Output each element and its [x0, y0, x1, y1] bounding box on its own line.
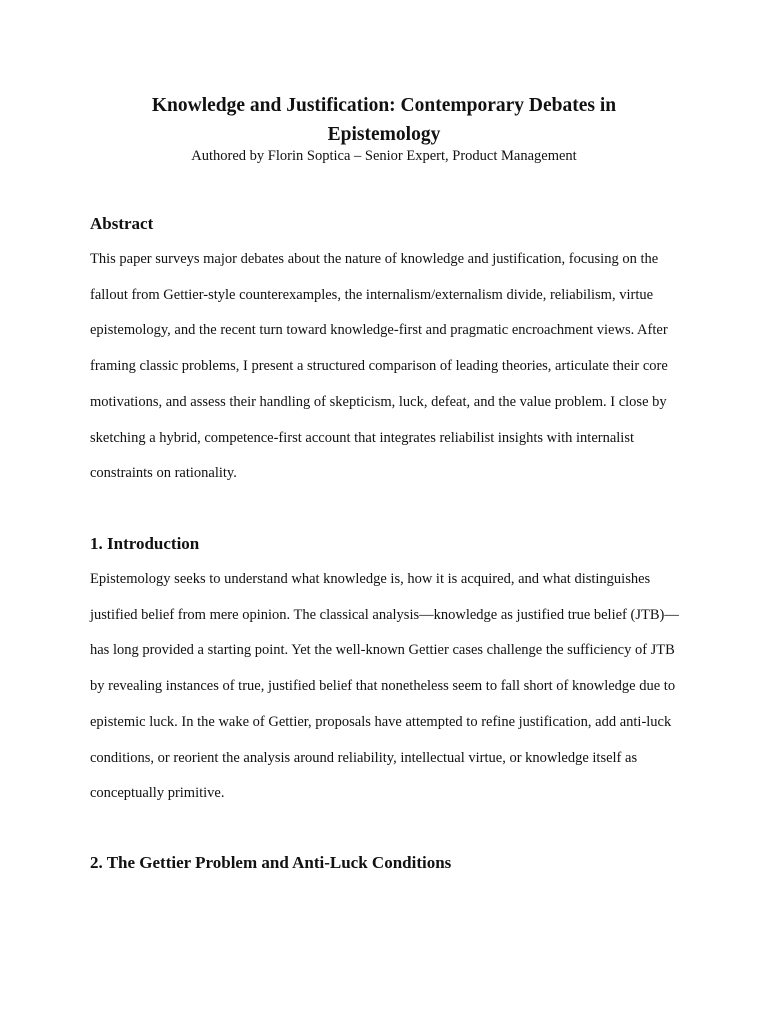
abstract-body: This paper surveys major debates about the nature of knowledge and justification, focusing on the fallout from Gettier-style counterexamples, the internalism/externalism divide, reliabilism, virtue epistemology, and the recent turn toward knowledge-first and pragmatic encroachment views. After framing classic problems, I present a structured comparison of leading theories, articulate their core motivations, and assess their handling of skepticism, luck, defeat, and the value problem. I close by sketching a hybrid, competence-first account that integrates reliabilist insights with internalist constraints on rationality.: [90, 251, 668, 482]
document-title: Knowledge and Justification: Contemporary Debates in Epistemology: [151, 95, 617, 145]
introduction-body: Epistemology seeks to understand what knowledge is, how it is acquired, and what distinguishes justified belief from mere opinion. The classical analysis—knowledge as justified true belief (JTB)—has long provided a starting point. Yet the well-known Gettier cases challenge the sufficiency of JTB by revealing instances of true, justified belief that nonetheless seem to fall short of knowledge due to epistemic luck. In the wake of Gettier, proposals have attempted to refine justification, add anti-luck conditions, or reorient the analysis around reliability, intellectual virtue, or knowledge itself as conceptually primitive.: [90, 571, 679, 802]
author-byline: Authored by Florin Soptica – Senior Expert, Product Management: [191, 148, 577, 164]
introduction-heading: 1. Introduction: [90, 534, 200, 553]
gettier-heading: 2. The Gettier Problem and Anti-Luck Conditions: [90, 853, 452, 872]
abstract-heading: Abstract: [90, 214, 154, 233]
